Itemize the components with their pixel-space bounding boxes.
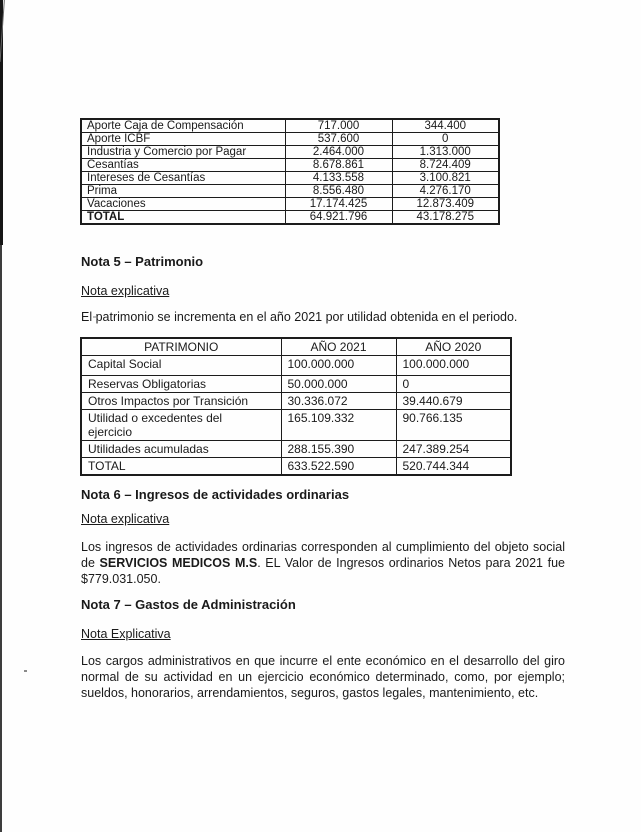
row-label: Aporte ICBF bbox=[81, 133, 285, 146]
scan-speck bbox=[24, 670, 27, 672]
row-label: Reservas Obligatorias bbox=[81, 376, 281, 393]
patrimonio-table bbox=[80, 337, 512, 476]
value-2021: 30.336.072 bbox=[281, 393, 396, 410]
value-2021: 17.174.425 bbox=[285, 198, 392, 211]
table-row bbox=[81, 185, 499, 198]
nota7-heading: Nota 7 – Gastos de Administración bbox=[81, 597, 296, 612]
row-label: Vacaciones bbox=[81, 198, 285, 211]
value-2020: 8.724.409 bbox=[392, 159, 499, 172]
table-row bbox=[81, 410, 511, 441]
total-2021: 633.522.590 bbox=[281, 458, 396, 476]
row-label: Industria y Comercio por Pagar bbox=[81, 146, 285, 159]
nota5-heading: Nota 5 – Patrimonio bbox=[81, 254, 204, 269]
total-label: TOTAL bbox=[81, 458, 281, 476]
value-2021: 8.678.861 bbox=[285, 159, 392, 172]
total-label: TOTAL bbox=[81, 211, 285, 225]
value-2020: 12.873.409 bbox=[392, 198, 499, 211]
total-2021: 64.921.796 bbox=[285, 211, 392, 225]
company-name: SERVICIOS MEDICOS M.S bbox=[99, 556, 258, 570]
value-2021: 537.600 bbox=[285, 133, 392, 146]
value-2021: 288.155.390 bbox=[281, 441, 396, 458]
value-2020: 100.000.000 bbox=[396, 356, 511, 376]
table-row bbox=[81, 159, 499, 172]
nota6-paragraph-text: . EL Valor de Ingresos ordinarios Netos para 2021 fue $779.031.050. bbox=[81, 556, 565, 586]
row-label: Utilidades acumuladas bbox=[81, 441, 281, 458]
row-label bbox=[81, 410, 281, 441]
nota6-subheading: Nota explicativa bbox=[81, 512, 170, 526]
table-row bbox=[81, 133, 499, 146]
value-2020: 247.389.254 bbox=[396, 441, 511, 458]
value-2021: 100.000.000 bbox=[281, 356, 396, 376]
table-row bbox=[81, 198, 499, 211]
total-2020: 43.178.275 bbox=[392, 211, 499, 225]
nota5-subheading: Nota explicativa bbox=[81, 284, 170, 298]
col-header-2020: AÑO 2020 bbox=[396, 338, 511, 356]
value-2020: 3.100.821 bbox=[392, 172, 499, 185]
value-2020: 4.276.170 bbox=[392, 185, 499, 198]
value-2021: 2.464.000 bbox=[285, 146, 392, 159]
scan-edge-artifact bbox=[0, 245, 2, 832]
table-total-row bbox=[81, 458, 511, 476]
table-row bbox=[81, 441, 511, 458]
value-2020: 39.440.679 bbox=[396, 393, 511, 410]
value-2021: 717.000 bbox=[285, 119, 392, 133]
row-label: Prima bbox=[81, 185, 285, 198]
nota6-paragraph bbox=[81, 539, 565, 587]
value-2020: 1.313.000 bbox=[392, 146, 499, 159]
table-row bbox=[81, 376, 511, 393]
nota6-heading: Nota 6 – Ingresos de actividades ordinarias bbox=[81, 487, 350, 502]
nota7-subheading: Nota Explicativa bbox=[81, 627, 171, 641]
value-2020: 344.400 bbox=[392, 119, 499, 133]
row-label-text: Utilidad o excedentes del ejercicio bbox=[88, 411, 223, 439]
table-row bbox=[81, 172, 499, 185]
table-total-row bbox=[81, 211, 499, 225]
value-2021: 165.109.332 bbox=[281, 410, 396, 441]
value-2020: 0 bbox=[396, 376, 511, 393]
value-2021: 4.133.558 bbox=[285, 172, 392, 185]
row-label: Aporte Caja de Compensación bbox=[81, 119, 285, 133]
value-2021: 50.000.000 bbox=[281, 376, 396, 393]
nota5-paragraph: El patrimonio se incrementa en el año 2021 por utilidad obtenida en el periodo. bbox=[81, 310, 518, 324]
col-header-patrimonio: PATRIMONIO bbox=[81, 338, 281, 356]
total-2020: 520.744.344 bbox=[396, 458, 511, 476]
value-2021: 8.556.480 bbox=[285, 185, 392, 198]
col-header-2021: AÑO 2021 bbox=[281, 338, 396, 356]
row-label: Capital Social bbox=[81, 356, 281, 376]
row-label: Otros Impactos por Transición bbox=[81, 393, 281, 410]
liabilities-table bbox=[80, 118, 500, 225]
table-row bbox=[81, 119, 499, 133]
table-row bbox=[81, 393, 511, 410]
table-header-row bbox=[81, 338, 511, 356]
nota6-paragraph-text: Los ingresos de actividades ordinarias corresponden al cumplimiento del objeto social de bbox=[81, 540, 565, 570]
row-label: Intereses de Cesantías bbox=[81, 172, 285, 185]
row-label: Cesantías bbox=[81, 159, 285, 172]
table-row bbox=[81, 356, 511, 376]
value-2020: 90.766.135 bbox=[396, 410, 511, 441]
nota7-paragraph: Los cargos administrativos en que incurre el ente económico en el desarrollo del giro normal de su actividad en un ejercicio económico determinado, como, por ejemplo; sueldos, honorarios, arrendamientos, seguros, gastos legales, mantenimiento, etc. bbox=[81, 654, 565, 700]
table-row bbox=[81, 146, 499, 159]
value-2020: 0 bbox=[392, 133, 499, 146]
